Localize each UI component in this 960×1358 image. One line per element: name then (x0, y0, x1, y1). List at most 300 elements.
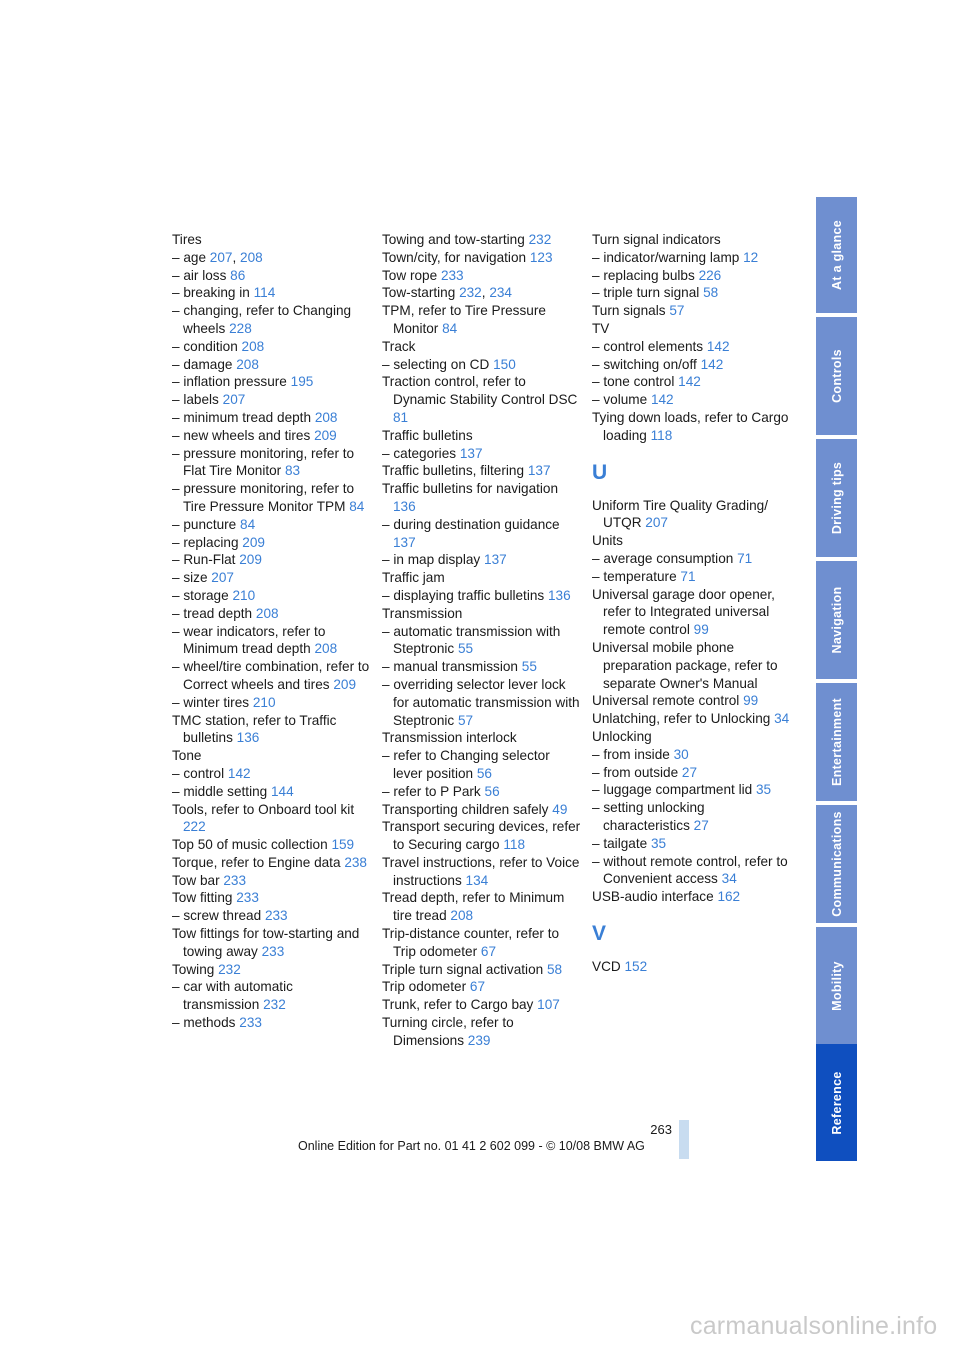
page-marker (679, 1120, 689, 1159)
sidebar-tab-label: Reference (829, 1070, 844, 1135)
index-entry (592, 391, 792, 409)
index-entry (172, 551, 372, 569)
entry-text: Transporting children safely (382, 801, 553, 817)
entry-text: – inflation pressure (172, 374, 291, 390)
page-link[interactable]: 232 (459, 285, 482, 301)
index-entry (382, 516, 582, 552)
entry-text: Towing (172, 961, 219, 977)
entry-text: – tread depth (172, 605, 256, 621)
index-entry (172, 534, 372, 552)
index-entry (172, 302, 372, 338)
page-link[interactable]: 84 (349, 498, 365, 514)
entry-text: – wheel/tire combination, refer to Correct wheels and tires (172, 659, 370, 692)
page-link[interactable]: 142 (650, 392, 674, 408)
index-entry (592, 356, 792, 374)
entry-text: Trunk, refer to Cargo bay (382, 997, 538, 1013)
sidebar-tab-label: Navigation (829, 586, 844, 654)
index-entry (592, 781, 792, 799)
page-link[interactable]: 239 (467, 1032, 491, 1048)
sidebar-tab-label: At a glance (829, 220, 844, 290)
entry-text: – average consumption (592, 550, 738, 566)
entry-text: Towing and tow-starting (382, 232, 529, 247)
index-entry (172, 658, 372, 694)
index-entry (172, 391, 372, 409)
entry-text: – storage (172, 587, 233, 603)
entry-text: – control (172, 765, 228, 781)
index-entry (172, 765, 372, 783)
entry-text: Tools, refer to Onboard tool kit (172, 801, 355, 817)
page-link[interactable]: 83 (284, 463, 301, 479)
page-link[interactable]: 123 (529, 249, 553, 265)
index-entry (592, 409, 792, 445)
page-link[interactable]: 232 (263, 997, 286, 1013)
index-entry (172, 1014, 372, 1032)
index-entry (382, 676, 582, 729)
index-entry (382, 427, 582, 445)
entry-text: Universal garage door opener, refer to Integrated universal remote control (592, 586, 775, 638)
index-entry (172, 516, 372, 534)
index-column-3 (592, 231, 792, 976)
index-entry (172, 480, 372, 516)
page-link[interactable]: 34 (774, 711, 790, 727)
index-entry (172, 889, 372, 907)
entry-text: Tread depth, refer to Minimum tire tread (382, 890, 565, 924)
page-link[interactable]: 84 (240, 516, 256, 532)
index-entry: Tow-starting 232, 234 (382, 285, 512, 301)
entry-text: Trip odometer (382, 979, 470, 995)
index-entry (592, 267, 792, 285)
page-link[interactable]: 207 (209, 249, 233, 265)
index-column-1 (172, 231, 372, 1032)
page-link[interactable]: 34 (721, 871, 737, 887)
entry-text: – condition (172, 338, 242, 354)
entry-text: VCD (592, 958, 625, 974)
entry-text: Transmission interlock (382, 730, 517, 746)
entry-text: – control elements (592, 338, 707, 354)
index-entry (382, 338, 582, 356)
index-entry (592, 799, 792, 835)
index-entry (592, 835, 792, 853)
entry-text: – setting unlocking characteristics (592, 800, 705, 833)
sidebar-tab-mobility[interactable] (816, 927, 857, 1045)
entry-text: – puncture (172, 516, 241, 532)
page-link[interactable]: 233 (264, 908, 288, 924)
index-entry (172, 872, 372, 890)
page-link[interactable]: 233 (440, 267, 464, 283)
page-link[interactable]: 233 (261, 943, 285, 959)
page-link[interactable]: 49 (552, 801, 568, 817)
entry-text: Tone (172, 748, 202, 764)
page-link[interactable]: 81 (393, 409, 409, 425)
index-entry (172, 783, 372, 801)
index-entry (592, 338, 792, 356)
entry-text: – car with automatic transmission (172, 979, 293, 1013)
entry-text: – volume (592, 392, 651, 408)
entry-text: – switching on/off (592, 356, 701, 372)
index-entry (172, 907, 372, 925)
entry-text: Transport securing devices, refer to Securing cargo (382, 819, 581, 853)
index-entry (382, 587, 582, 605)
index-entry (382, 373, 582, 426)
entry-text: – age (172, 249, 210, 265)
index-entry (172, 338, 372, 356)
index-entry (382, 783, 582, 801)
index-entry (172, 373, 372, 391)
index-entry (382, 747, 582, 783)
page-link[interactable]: 84 (442, 320, 458, 336)
page-number: 263 (650, 1122, 672, 1137)
page-link[interactable]: 144 (271, 783, 294, 799)
sidebar-tab-label: Controls (829, 349, 844, 403)
entry-text: TV (592, 320, 610, 336)
index-entry (382, 231, 582, 249)
index-entry (592, 231, 792, 249)
index-entry (172, 961, 372, 979)
index-entry (592, 639, 792, 692)
sidebar-tab-driving-tips[interactable] (816, 439, 857, 557)
page-link[interactable]: 134 (465, 872, 489, 888)
index-entry (592, 710, 792, 728)
index-entry (382, 854, 582, 890)
entry-text: Unlatching, refer to Unlocking (592, 711, 775, 727)
index-entry (382, 1014, 582, 1050)
index-entry (172, 587, 372, 605)
entry-text: – temperature (592, 568, 681, 584)
index-entry (172, 409, 372, 427)
index-entry (592, 853, 792, 889)
page-link[interactable]: 57 (669, 303, 685, 319)
entry-text: USB-audio interface (592, 889, 718, 905)
index-column-2 (382, 231, 582, 1050)
entry-text: Town/city, for navigation (382, 249, 530, 265)
index-entry (592, 958, 792, 976)
entry-text: – replacing (172, 534, 243, 550)
entry-text: – wear indicators, refer to Minimum tread depth (172, 623, 326, 657)
page-link[interactable]: 86 (230, 267, 246, 283)
index-entry (172, 978, 372, 1014)
section-letter: U (592, 460, 608, 484)
page-link[interactable]: 142 (706, 338, 730, 354)
entry-text: Tow rope (382, 267, 441, 283)
page-link[interactable]: 233 (223, 872, 247, 888)
entry-text: – Run-Flat (172, 552, 240, 568)
entry-text: – tone control (592, 374, 679, 390)
index-entry (382, 996, 582, 1014)
page-link[interactable]: 71 (680, 568, 696, 584)
page-link[interactable]: 27 (681, 764, 698, 780)
entry-text: – manual transmission (382, 659, 522, 675)
page-link[interactable]: 55 (457, 641, 474, 657)
page-link[interactable]: 159 (331, 837, 355, 853)
entry-text: Traction control, refer to Dynamic Stability Control DSC (382, 374, 578, 408)
page-link[interactable]: 35 (755, 782, 772, 798)
index-entry (592, 320, 792, 338)
entry-text: Transmission (382, 605, 463, 621)
page-link[interactable]: 208 (255, 605, 279, 621)
page-link[interactable]: 208 (236, 356, 259, 372)
index-entry (172, 623, 372, 659)
page-link[interactable]: 209 (239, 552, 262, 568)
entry-text: – screw thread (172, 908, 265, 924)
sidebar-tab-navigation[interactable] (816, 561, 857, 679)
entry-text: Turn signal indicators (592, 232, 721, 247)
index-entry (592, 888, 792, 906)
index-entry (382, 445, 582, 463)
page-link[interactable]: 209 (333, 676, 357, 692)
entry-text: Unlocking (592, 728, 652, 744)
page-link[interactable]: 207 (222, 392, 246, 408)
index-entry (592, 550, 792, 568)
entry-text: Tow fittings for tow-starting and towing away (172, 926, 360, 959)
entry-text: – breaking in (172, 285, 254, 301)
entry-text: Triple turn signal activation (382, 961, 547, 977)
page-link[interactable]: 208 (240, 249, 263, 265)
page-link[interactable]: 58 (546, 961, 563, 977)
index-entry (172, 747, 372, 765)
page-link[interactable]: 107 (537, 997, 560, 1013)
entry-text: – tailgate (592, 835, 651, 851)
index-entry (172, 356, 372, 374)
page-link[interactable]: 137 (393, 534, 416, 550)
entry-text: – air loss (172, 267, 231, 283)
page-link[interactable]: 56 (484, 783, 500, 799)
index-entry (382, 569, 582, 587)
entry-text: – luggage compartment lid (592, 782, 756, 798)
page-link[interactable]: 228 (229, 320, 252, 336)
entry-text: – new wheels and tires (172, 427, 315, 443)
sidebar-tab-label: Driving tips (829, 461, 844, 535)
page-link[interactable]: 226 (698, 267, 722, 283)
entry-text: Tying down loads, refer to Cargo loading (592, 409, 789, 443)
entry-text: Travel instructions, refer to Voice instructions (382, 854, 580, 888)
watermark: carmanualsonline.info (690, 1312, 938, 1340)
index-entry (592, 284, 792, 302)
page-link[interactable]: 137 (484, 552, 507, 568)
entry-text: Traffic bulletins (382, 427, 473, 443)
entry-text: Track (382, 338, 416, 354)
index-entry (172, 445, 372, 481)
page-link[interactable]: 208 (450, 908, 474, 924)
index-entry (592, 746, 792, 764)
page-link[interactable]: 67 (480, 943, 497, 959)
index-entry (382, 818, 582, 854)
index-entry (382, 302, 582, 338)
index-entry (172, 569, 372, 587)
entry-text: – labels (172, 392, 223, 408)
page-link[interactable]: 210 (252, 694, 276, 710)
entry-text: TMC station, refer to Traffic bulletins (172, 712, 337, 746)
sidebar-tab-label: Mobility (829, 961, 844, 1011)
section-letter: V (592, 921, 607, 945)
page-link[interactable]: 12 (743, 249, 759, 265)
entry-text: Traffic bulletins, filtering (382, 463, 528, 479)
index-entry (382, 267, 582, 285)
index-entry (592, 568, 792, 586)
page-link[interactable]: 232 (218, 961, 241, 977)
page-link[interactable]: 162 (717, 889, 741, 905)
entry-text: – automatic transmission with Steptronic (382, 623, 561, 657)
entry-text: Turn signals (592, 303, 670, 319)
page-link[interactable]: 195 (290, 374, 314, 390)
index-entry: – age 207, 208 (172, 249, 263, 265)
entry-text: Units (592, 533, 623, 549)
entry-text: – during destination guidance (382, 516, 560, 532)
entry-text: Universal remote control (592, 693, 744, 709)
entry-text: – indicator/warning lamp (592, 249, 744, 265)
page-link[interactable]: 118 (650, 427, 673, 443)
page-link[interactable]: 142 (678, 374, 701, 390)
entry-text: – damage (172, 356, 237, 372)
page-link[interactable]: 35 (650, 835, 667, 851)
index-entry (382, 551, 582, 569)
index-entry (382, 658, 582, 676)
page-link[interactable]: 99 (693, 622, 709, 638)
page-link[interactable]: 207 (645, 515, 668, 531)
sidebar-tab-reference[interactable] (816, 1044, 857, 1161)
page-link[interactable]: 222 (183, 819, 206, 835)
page-link[interactable]: 150 (493, 356, 516, 372)
entry-text: Torque, refer to Engine data (172, 854, 345, 870)
index-entry (382, 356, 582, 374)
entry-text: – from inside (592, 746, 674, 762)
page-link[interactable]: 30 (673, 746, 689, 762)
page-link[interactable]: 210 (232, 587, 256, 603)
index-entry (172, 712, 372, 748)
index-entry (172, 925, 372, 961)
index-entry (172, 694, 372, 712)
index-entry (592, 764, 792, 782)
entry-text: – winter tires (172, 694, 253, 710)
page-link[interactable]: 208 (241, 338, 265, 354)
sidebar-tab-communications[interactable] (816, 805, 857, 923)
entry-text: Tow bar (172, 872, 224, 888)
index-entry (172, 836, 372, 854)
entry-text: – displaying traffic bulletins (382, 587, 548, 603)
index-entry (592, 497, 792, 533)
index-entry (172, 801, 372, 837)
footer-text: Online Edition for Part no. 01 41 2 602 099 - © 10/08 BMW AG (298, 1139, 645, 1153)
entry-text: – changing, refer to Changing wheels (172, 303, 352, 336)
entry-text: Trip-distance counter, refer to Trip odometer (382, 926, 560, 959)
index-entry (382, 462, 582, 480)
entry-text: Turning circle, refer to Dimensions (382, 1015, 514, 1048)
page-link[interactable]: 233 (239, 1015, 262, 1031)
entry-text: – minimum tread depth (172, 409, 315, 425)
page-link[interactable]: 56 (476, 765, 492, 781)
page-link[interactable]: 55 (521, 659, 537, 675)
page-link[interactable]: 118 (503, 837, 525, 853)
page-link[interactable]: 142 (227, 765, 251, 781)
entry-text: – pressure monitoring, refer to Flat Tire Monitor (172, 445, 355, 479)
entry-text: – pressure monitoring, refer to Tire Pressure Monitor TPM (172, 481, 355, 514)
index-entry (592, 532, 792, 550)
index-entry (172, 427, 372, 445)
page-link[interactable]: 234 (489, 285, 512, 301)
sidebar-tab-label: Entertainment (829, 698, 844, 786)
index-entry (382, 605, 582, 623)
index-entry (172, 854, 372, 872)
index-entry (172, 284, 372, 302)
page-link[interactable]: 136 (393, 498, 416, 514)
entry-text: – overriding selector lever lock for automatic transmission with Steptronic (382, 676, 580, 728)
entry-text: – categories (382, 445, 460, 461)
index-entry (592, 586, 792, 639)
sidebar-tab-controls[interactable] (816, 317, 857, 435)
index-entry (382, 729, 582, 747)
index-entry (382, 978, 582, 996)
entry-text: – middle setting (172, 783, 271, 799)
index-entry (592, 692, 792, 710)
entry-text: Universal mobile phone preparation package, refer to separate Owner's Manual (592, 639, 778, 691)
index-entry (382, 961, 582, 979)
index-entry (592, 728, 792, 746)
page-link[interactable]: 114 (253, 285, 276, 301)
entry-text: – in map display (382, 552, 485, 568)
entry-text: – refer to P Park (382, 783, 485, 799)
page-link[interactable]: 67 (469, 979, 486, 995)
page-link[interactable]: 209 (242, 534, 265, 550)
page-link[interactable]: 142 (700, 356, 724, 372)
entry-text: – triple turn signal (592, 285, 704, 301)
page-link[interactable]: 233 (236, 890, 259, 906)
page-link[interactable]: 232 (528, 232, 552, 247)
entry-text: – replacing bulbs (592, 267, 699, 283)
page-link[interactable]: 152 (624, 958, 648, 974)
sidebar-tab-entertainment[interactable] (816, 683, 857, 801)
entry-text: – from outside (592, 764, 682, 780)
index-entry (382, 623, 582, 659)
entry-text: Tires (172, 232, 202, 247)
entry-text: Top 50 of music collection (172, 837, 332, 853)
entry-text: – size (172, 570, 212, 586)
index-entry (382, 801, 582, 819)
page-link[interactable]: 208 (314, 409, 338, 425)
page-link[interactable]: 238 (344, 854, 367, 870)
index-entry (172, 605, 372, 623)
page-link[interactable]: 27 (693, 817, 709, 833)
index-entry (592, 249, 792, 267)
entry-text: – selecting on CD (382, 356, 494, 372)
page-link[interactable]: 99 (743, 693, 759, 709)
index-entry (382, 480, 582, 516)
page-link[interactable]: 58 (703, 285, 719, 301)
index-entry (382, 889, 582, 925)
entry-text: TPM, refer to Tire Pressure Monitor (382, 303, 546, 336)
entry-text: Tow-starting (382, 285, 460, 301)
section-sidebar (816, 197, 857, 1161)
index-entry (592, 373, 792, 391)
sidebar-tab-at-a-glance[interactable] (816, 197, 857, 313)
page-link[interactable]: 136 (236, 730, 260, 746)
entry-text: – without remote control, refer to Convenient access (592, 853, 788, 887)
page-link[interactable]: 137 (459, 445, 483, 461)
entry-text: – refer to Changing selector lever position (382, 748, 550, 781)
index-entry (592, 302, 792, 320)
page-link[interactable]: 208 (314, 641, 338, 657)
page-link[interactable]: 71 (737, 550, 753, 566)
page-link[interactable]: 207 (211, 570, 234, 586)
entry-text: Traffic bulletins for navigation (382, 481, 559, 497)
entry-text: Uniform Tire Quality Grading/ UTQR (592, 497, 769, 531)
index-entry (172, 267, 372, 285)
page-link[interactable]: 57 (457, 712, 474, 728)
page-link[interactable]: 137 (527, 463, 551, 479)
entry-text: Tow fitting (172, 890, 237, 906)
index-entry (382, 249, 582, 267)
sidebar-tab-label: Communications (829, 811, 844, 917)
page-link[interactable]: 136 (548, 587, 571, 603)
page-link[interactable]: 209 (314, 427, 337, 443)
